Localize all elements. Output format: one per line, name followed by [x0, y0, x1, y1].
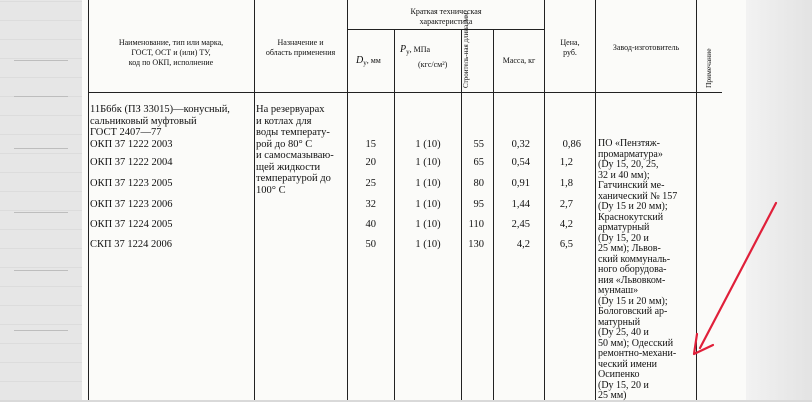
purpose-line: температурой до: [256, 173, 331, 184]
dy-cell: 25: [365, 178, 376, 189]
dy-cell: 20: [365, 157, 376, 168]
manufacturer-line: ханический № 157: [598, 190, 678, 202]
product-title-line: ГОСТ 2407—77: [90, 127, 162, 138]
purpose-line: и котлах для: [256, 115, 312, 127]
tech-group-header-1: Краткая техническая: [410, 7, 482, 16]
code-cell: ОКП 37 1223 2005: [90, 178, 173, 189]
manufacturer-line: (Dy 15 и 20 мм);: [598, 295, 668, 307]
mass-cell: 4,2: [516, 239, 530, 250]
code-cell: ОКП 37 1222 2004: [90, 157, 173, 168]
manufacturer-line: ский коммуналь-: [598, 253, 671, 265]
price-cell: 6,5: [559, 239, 573, 250]
manufacturer-line: (Dy 15 и 20 мм);: [598, 201, 668, 212]
py-column-header: $P_у$, МПа: [400, 44, 431, 56]
manufacturer-line: (Dy 15, 20 и: [598, 232, 649, 244]
mass-cell: 0,91: [511, 178, 530, 189]
name-column-header-3: код по ОКП, исполнение: [128, 58, 214, 67]
price-column-header-2: руб.: [563, 48, 577, 57]
tech-group-header-2: характеристика: [419, 17, 473, 26]
dy-cell: 50: [365, 239, 376, 250]
mass-cell: 2,45: [511, 219, 530, 230]
py-cell: 1 (10): [415, 219, 441, 230]
manufacturer-line: (Dy 25, 40 и: [598, 327, 649, 338]
code-cell: СКП 37 1224 2006: [90, 239, 172, 250]
manufacturer-line: ния «Львовком-: [598, 274, 666, 286]
purpose-line: щей жидкости: [256, 161, 321, 173]
manufacturer-line: мунмаш»: [598, 285, 639, 296]
price-cell: 1,8: [559, 178, 573, 189]
manufacturer-line: Гатчинский ме-: [598, 180, 665, 191]
dy-cell: 40: [365, 219, 376, 230]
purpose-line: воды температу-: [256, 127, 330, 138]
manufacturer-line: Бологовский ар-: [598, 306, 668, 317]
manufacturer-line: ПО «Пензтяж-: [598, 138, 660, 149]
purpose-column-header-2: область применения: [265, 48, 336, 57]
dy-cell: 32: [365, 199, 376, 210]
py-cell: 1 (10): [415, 239, 441, 250]
code-cell: ОКП 37 1224 2005: [90, 219, 173, 230]
manufacturer-line: 50 мм); Одесский: [598, 337, 674, 349]
manufacturer-line: ческий имени: [598, 358, 658, 370]
length-cell: 80: [473, 178, 484, 189]
price-cell: 2,7: [559, 199, 573, 210]
purpose-line: 100° С: [256, 184, 286, 196]
mass-cell: 0,54: [511, 157, 530, 168]
mass-cell: 0,32: [511, 139, 530, 150]
py-cell: 1 (10): [415, 139, 441, 150]
price-cell: 1,2: [559, 157, 573, 168]
note-column-header: Примечание: [704, 48, 713, 88]
manufacturer-line: (Dy 15, 20 и: [598, 379, 649, 391]
code-cell: ОКП 37 1222 2003: [90, 139, 173, 150]
py-cell: 1 (10): [415, 199, 441, 210]
purpose-line: рой до 80° С: [256, 138, 313, 150]
purpose-column-header-1: Назначение и: [277, 38, 324, 47]
manufacturer-line: Краснокутский: [598, 211, 664, 223]
manufacturer-line: 25 мм): [598, 390, 627, 401]
manufacturer-line: ного оборудова-: [598, 264, 667, 275]
py-cell: 1 (10): [415, 178, 441, 189]
code-cell: ОКП 37 1223 2006: [90, 199, 173, 210]
manufacturer-line: 32 и 40 мм);: [598, 169, 650, 181]
maker-column-header: Завод-изготовитель: [612, 43, 680, 52]
manufacturer-line: 25 мм); Львов-: [598, 243, 661, 254]
length-cell: 65: [473, 157, 484, 168]
length-cell: 110: [468, 219, 484, 230]
manufacturer-line: матурный: [598, 316, 641, 328]
manufacturer-line: промарматура»: [598, 148, 663, 160]
price-cell: 4,2: [559, 219, 573, 230]
mass-cell: 1,44: [511, 199, 530, 210]
manufacturer-line: (Dy 15, 20, 25,: [598, 159, 659, 170]
length-cell: 130: [468, 239, 484, 250]
name-column-header-1: Наименование, тип или марка,: [118, 38, 224, 47]
py-unit-header: (кгс/см²): [418, 60, 448, 69]
price-column-header-1: Цена,: [560, 38, 580, 47]
manufacturer-line: Осипенко: [598, 369, 640, 380]
length-cell: 55: [473, 139, 484, 150]
name-column-header-2: ГОСТ, ОСТ и (или) ТУ,: [131, 48, 211, 57]
mass-column-header: Масса, кг: [502, 56, 536, 65]
length-column-header: Строитель-ная длина, мм: [462, 12, 470, 88]
py-cell: 1 (10): [415, 157, 441, 168]
product-title-line: 11Б6бк (ПЗ 33015)—конусный,: [90, 104, 230, 115]
price-cell: 0,86: [562, 139, 581, 150]
purpose-line: и самосмазываю-: [256, 150, 334, 161]
product-title-line: сальниковый муфтовый: [90, 115, 197, 127]
manufacturer-line: арматурный: [598, 222, 650, 233]
manufacturer-line: ремонтно-механи-: [598, 348, 677, 359]
length-cell: 95: [473, 199, 484, 210]
dy-cell: 15: [365, 139, 376, 150]
dy-column-header: $D_у$, мм: [356, 55, 381, 67]
purpose-line: На резервуарах: [256, 104, 325, 115]
